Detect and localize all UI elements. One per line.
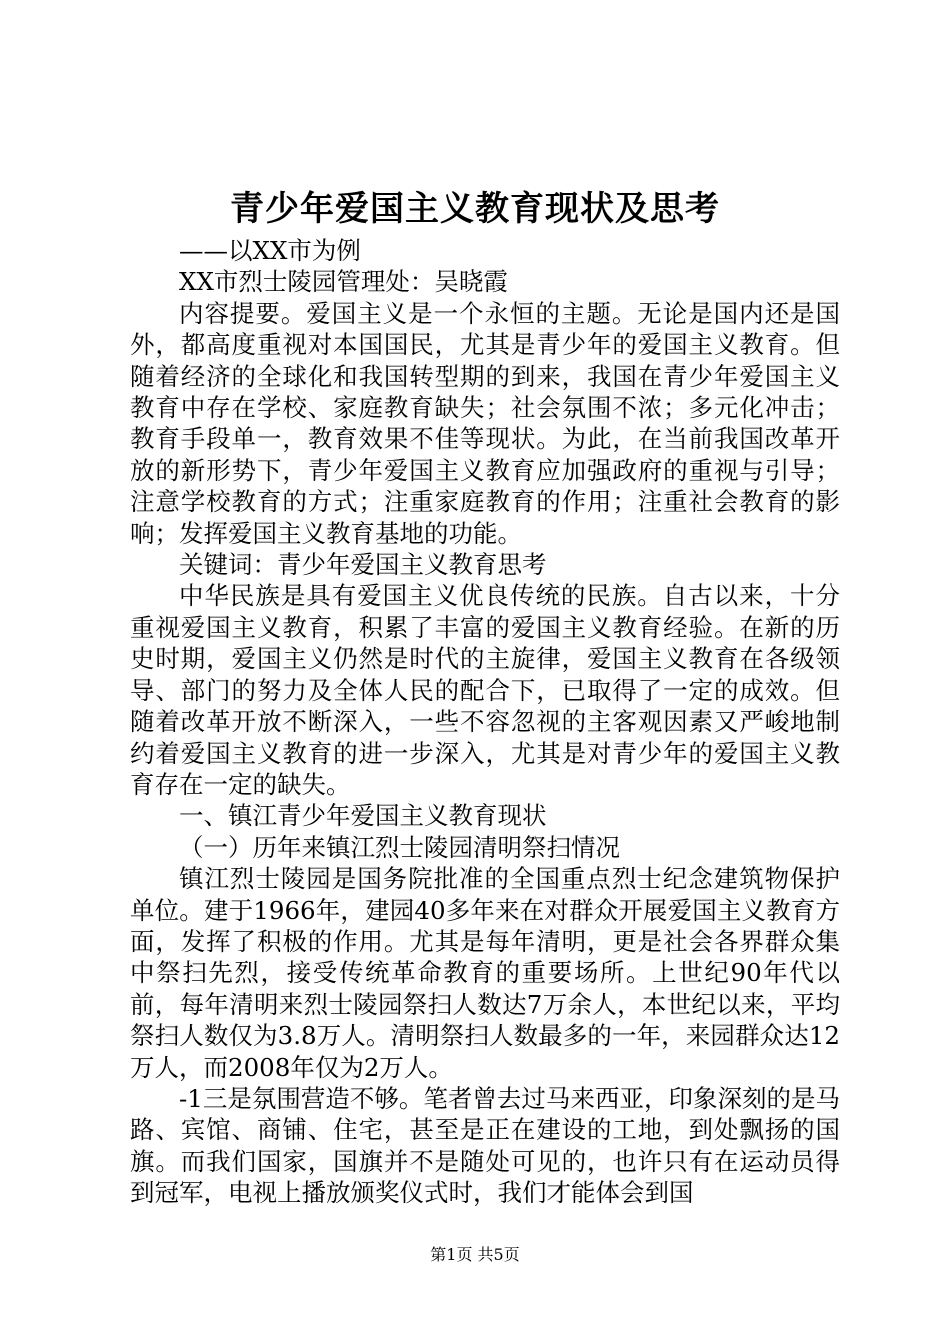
subsection-heading: （一）历年来镇江烈士陵园清明祭扫情况	[179, 832, 620, 862]
document-title: 青少年爱国主义教育现状及思考	[230, 189, 720, 229]
abstract-paragraph: 内容提要。爱国主义是一个永恒的主题。无论是国内还是国外，都高度重视对本国国民，尤其是青少年的爱国主义教育。但随着经济的全球化和我国转型期的到来，我国在青少年爱国主义教育中存在学校、家庭教育缺失；社会氛围不浓；多元化冲击；教育手段单一，教育效果不佳等现状。为此，在当前我国改革开放的新形势下，青少年爱国主义教育应加强政府的重视与引导；注意学校教育的方式；注重家庭教育的作用；注重社会教育的影响；发挥爱国主义教育基地的功能。	[130, 298, 840, 548]
page-indicator: 第1页 共5页	[430, 1245, 520, 1264]
section-heading: 一、镇江青少年爱国主义教育现状	[179, 801, 547, 831]
author-line: XX市烈士陵园管理处：吴晓霞	[179, 267, 508, 297]
body-paragraph: -1三是氛围营造不够。笔者曾去过马来西亚，印象深刻的是马路、宾馆、商铺、住宅，甚至是正在建设的工地，到处飘扬的国旗。而我们国家，国旗并不是随处可见的，也许只有在运动员得到冠军，电视上播放颁奖仪式时，我们才能体会到国	[130, 1083, 840, 1208]
keywords-line: 关键词：青少年爱国主义教育思考	[179, 550, 547, 580]
body-paragraph: 镇江烈士陵园是国务院批准的全国重点烈士纪念建筑物保护单位。建于1966年，建园40多年来在对群众开展爱国主义教育方面，发挥了积极的作用。尤其是每年清明，更是社会各界群众集中祭扫先烈，接受传统革命教育的重要场所。上世纪90年代以前，每年清明来烈士陵园祭扫人数达7万余人，本世纪以来，平均祭扫人数仅为3.8万人。清明祭扫人数最多的一年，来园群众达12万人，而2008年仅为2万人。	[130, 864, 840, 1082]
document-body	[130, 235, 840, 1209]
intro-paragraph: 中华民族是具有爱国主义优良传统的民族。自古以来，十分重视爱国主义教育，积累了丰富的爱国主义教育经验。在新的历史时期，爱国主义仍然是时代的主旋律，爱国主义教育在各级领导、部门的努力及全体人民的配合下，已取得了一定的成效。但随着改革开放不断深入，一些不容忽视的主客观因素又严峻地制约着爱国主义教育的进一步深入，尤其是对青少年的爱国主义教育存在一定的缺失。	[130, 581, 840, 799]
subtitle: ——以XX市为例	[179, 236, 361, 265]
